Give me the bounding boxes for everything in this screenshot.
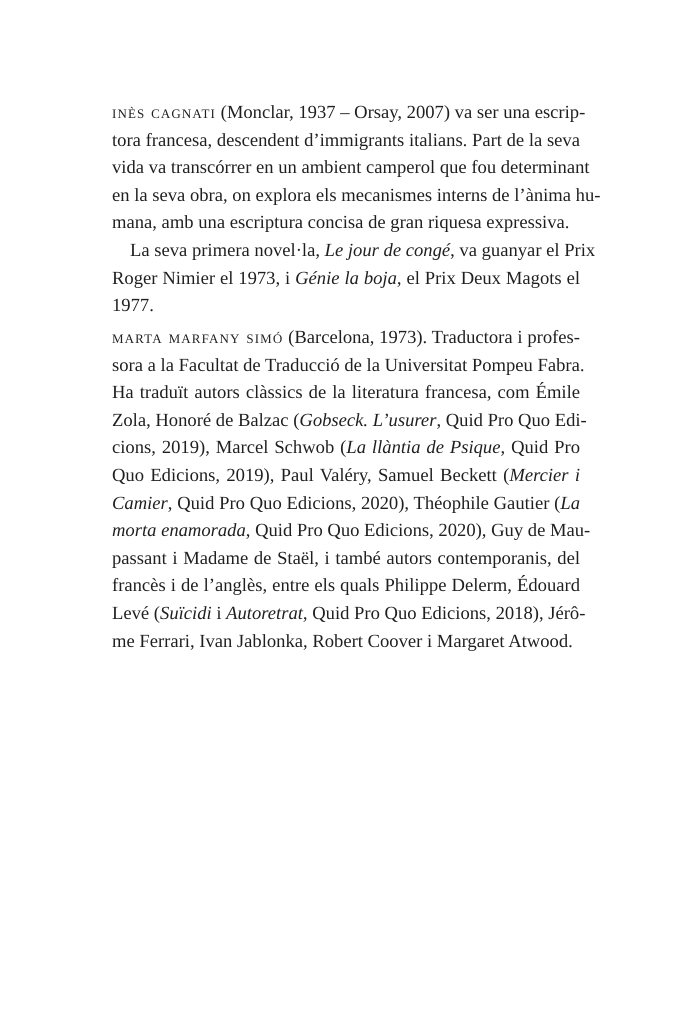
book-title: La <box>560 492 580 514</box>
book-title: Gobseck. L’usurer <box>299 409 437 431</box>
translator-name: marta marfany simó <box>112 327 284 348</box>
text-line: tora francesa, descendent d’immigrants italians. Part de la seva <box>112 129 580 151</box>
translator-bio-paragraph <box>112 324 591 655</box>
book-title: Camier <box>112 492 168 514</box>
book-title: Le jour de congé <box>324 239 451 261</box>
text-line: inès cagnati (Monclar, 1937 – Orsay, 2007) va ser una escrip- <box>112 102 586 123</box>
book-title: Suïcidi <box>160 602 212 624</box>
text-line: passant i Madame de Staël, i també autors contemporanis, del <box>112 547 580 569</box>
text-line: morta enamorada, Quid Pro Quo Edicions, 2020), Guy de Mau- <box>112 520 591 542</box>
book-title: morta enamorada <box>112 520 246 542</box>
text-line: 1977. <box>112 295 154 317</box>
text-line: vida va transcórrer en un ambient camperol que fou determinant <box>112 157 590 179</box>
text-line: marta marfany simó (Barcelona, 1973). Traductora i profes- <box>112 327 580 348</box>
book-title: La llàntia de Psique <box>346 437 501 459</box>
book-title: Autoretrat <box>226 602 303 624</box>
book-title: Mercier i <box>509 464 580 486</box>
text-line: Zola, Honoré de Balzac (Gobseck. L’usurer, Quid Pro Quo Edi- <box>112 409 587 431</box>
text-line: Levé (Suïcidi i Autoretrat, Quid Pro Quo Edicions, 2018), Jérô- <box>112 602 586 624</box>
translator-bio <box>112 324 591 655</box>
text-line: Quo Edicions, 2019), Paul Valéry, Samuel Beckett (Mercier i <box>112 464 580 486</box>
text-line: Ha traduït autors clàssics de la literatura francesa, com Émile <box>112 382 580 404</box>
text-line: sora a la Facultat de Traducció de la Universitat Pompeu Fabra. <box>112 354 585 376</box>
text-line: en la seva obra, on explora els mecanismes interns de l’ànima hu- <box>112 184 601 206</box>
text-line: La seva primera novel·la, Le jour de congé, va guanyar el Prix <box>130 239 596 261</box>
text-line: Roger Nimier el 1973, i Génie la boja, el Prix Deux Magots el <box>112 267 580 289</box>
text-line: cions, 2019), Marcel Schwob (La llàntia de Psique, Quid Pro <box>112 437 581 459</box>
text-line: mana, amb una escriptura concisa de gran riquesa expressiva. <box>112 212 570 234</box>
author-bio-paragraph <box>112 99 601 237</box>
text-line: me Ferrari, Ivan Jablonka, Robert Coover i Margaret Atwood. <box>112 630 573 652</box>
author-bio <box>112 99 601 320</box>
text-line: francès i de l’anglès, entre els quals Philippe Delerm, Édouard <box>112 575 580 597</box>
author-bio-paragraph-2 <box>112 237 596 320</box>
book-title: Génie la boja <box>295 267 397 289</box>
author-name: inès cagnati <box>112 102 216 123</box>
text-line: Camier, Quid Pro Quo Edicions, 2020), Théophile Gautier (La <box>112 492 580 514</box>
